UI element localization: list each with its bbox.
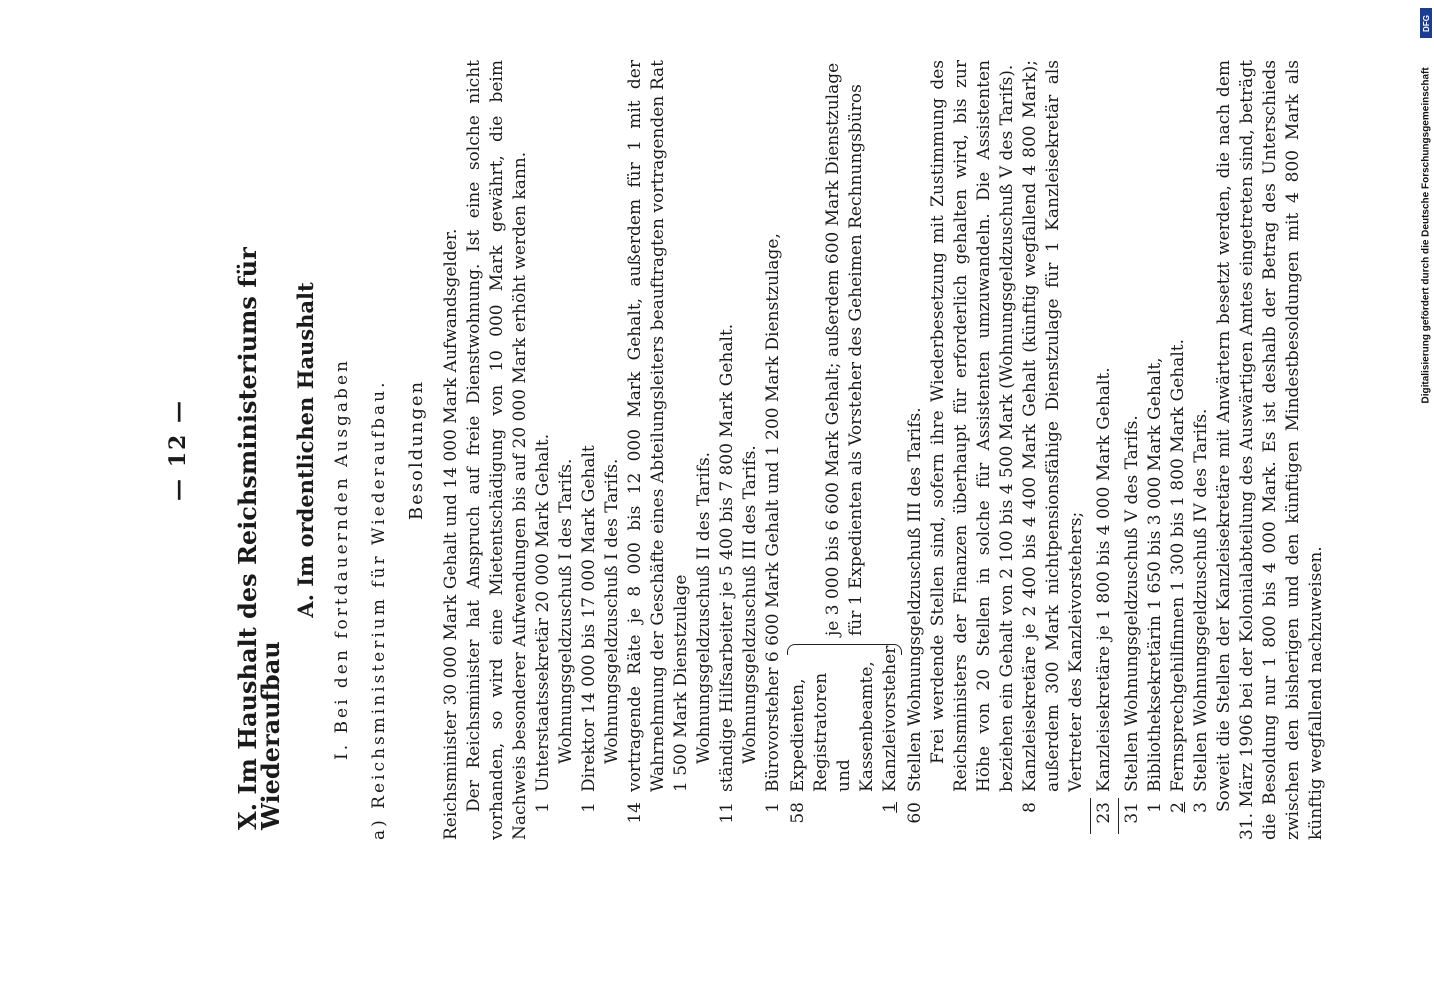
besoldungen-heading: Besoldungen	[406, 379, 427, 521]
entry-count: 1	[1145, 802, 1165, 813]
entry-count: 2	[1168, 802, 1188, 813]
entry-subtext: Wohnungsgeldzuschuß I des Tarifs.	[556, 458, 576, 764]
entry-subtext: Wohnungsgeldzuschuß I des Tarifs.	[602, 458, 622, 764]
entry-text: vortragende Räte je 8 000 bis 12 000 Mark Gehalt, außerdem für 1 mit der Wahrnehmung der Geschäfte eines Abteilungsleiters beauftragten vortragenden Rat 1 500 Mark Dienstzulage	[625, 60, 691, 792]
entry-row	[787, 655, 879, 840]
entry-text: Expedienten, Registratoren und Kassenbeamte,	[788, 661, 877, 792]
document-page	[67, 0, 1326, 1000]
entry-row	[1190, 60, 1213, 840]
entry-text: Kanzleisekretäre je 2 400 bis 4 400 Mark Gehalt (künftig wegfallend 4 800 Mark); außerdem 300 Mark nichtpensionsfähige Dienstzulage für 1 Kanzleisekretär als Vertreter des Kanzleivorstehers;	[1020, 60, 1086, 792]
entry-count: 58	[788, 802, 808, 824]
page-content	[167, 60, 1328, 840]
entry-row	[1093, 60, 1116, 840]
entry-subtext: Wohnungsgeldzuschuß II des Tarifs.	[694, 451, 714, 764]
entry-text: Bürovorsteher 6 600 Mark Gehalt und 1 200 Mark Dienstzulage,	[763, 233, 783, 792]
subsection-a-heading: a) Reichsministerium für Wiederaufbau.	[369, 379, 389, 840]
entry-row	[1167, 60, 1190, 840]
entry-row	[1019, 60, 1088, 840]
group-description: je 3 000 bis 6 600 Mark Gehalt; außerdem 600 Mark Dienstzulage für 1 Expedienten als Vorsteher des Geheimen Rechnungsbüros	[822, 62, 866, 636]
entry-text: Stellen Wohnungsgeldzuschuß IV des Tarifs.	[1191, 408, 1211, 792]
curly-brace	[787, 644, 902, 655]
entry-text: Kanzleivorsteher	[880, 645, 900, 792]
entry-text: Stellen Wohnungsgeldzuschuß III des Tarifs.	[905, 407, 925, 792]
entry-count: 1	[763, 802, 783, 813]
entry-row	[904, 60, 1019, 840]
entry-row	[762, 60, 785, 840]
entry-row	[624, 60, 716, 840]
entry-subtext: Wohnungsgeldzuschuß III des Tarifs.	[740, 445, 760, 764]
entry-count: 1	[533, 802, 553, 813]
braced-group	[787, 60, 902, 840]
entry-text: Stellen Wohnungsgeldzuschuß V des Tarifs.	[1122, 415, 1142, 792]
dfg-logo-text: DFG	[1421, 14, 1431, 32]
entry-text: Direktor 14 000 bis 17 000 Mark Gehalt	[579, 445, 599, 792]
section-a-heading: A. Im ordentlichen Haushalt	[293, 282, 318, 618]
entry-row	[578, 60, 624, 840]
sum-rule	[1118, 798, 1119, 834]
page-title: X. Im Haushalt des Reichsministeriums für Wiederaufbau	[233, 247, 285, 830]
funding-note-text: Digitalisierung gefördert durch die Deutsche Forschungsgemeinschaft	[1420, 67, 1432, 404]
entry-count: 8	[1020, 802, 1040, 813]
entry-count: 14	[625, 802, 645, 824]
entry-row	[532, 60, 578, 840]
dfg-logo	[1420, 8, 1432, 38]
entry-text: Kanzleisekretäre je 1 800 bis 4 000 Mark Gehalt.	[1094, 367, 1114, 792]
entry-row	[1121, 60, 1144, 840]
entry-note: Frei werdende Stellen sind, sofern ihre Wiederbesetzung mit Zustimmung des Reichsministers der Finanzen überhaupt für erforderlich gehalten wird, bis zur Höhe von 20 Stellen in solche für Assistenten umzuwandeln. Die Assistenten beziehen ein Gehalt von 2 100 bis 4 500 Mark (Wohnungsgeldzuschuß V des Tarifs).	[928, 60, 1017, 792]
entry-text: Unterstaatssekretär 20 000 Mark Gehalt.	[533, 433, 553, 792]
page-number: — 12 —	[165, 399, 191, 501]
entry-count: 11	[717, 802, 737, 824]
entry-count: 1	[579, 802, 599, 813]
sum-rule	[1090, 798, 1091, 834]
closing-paragraph: Soweit die Stellen der Kanzleisekretäre mit Anwärtern besetzt werden, die nach dem 31. März 1906 bei der Kolonialabteilung des Auswärtigen Amtes eingetreten sind, beträgt die Besoldung nur 1 800 bis 4 000 Mark. Es ist deshalb der Betrag des Unterschieds zwischen den bisherigen und den künftigen Mindestbesoldungen mit 4 800 Mark als künftig wegfallend nachzuweisen.	[1214, 60, 1326, 840]
entry-row	[1144, 60, 1167, 840]
entry-count: 3	[1191, 802, 1211, 813]
section-i-heading: I. Bei den fortdauernden Ausgaben	[332, 358, 352, 760]
entry-count: 1	[880, 802, 900, 813]
entry-text: ständige Hilfsarbeiter je 5 400 bis 7 800 Mark Gehalt.	[717, 323, 737, 792]
funding-note	[1418, 0, 1434, 1000]
entry-row	[716, 60, 762, 840]
entry-count: 31	[1122, 802, 1142, 824]
entry-text: Bibliotheksekretärin 1 650 bis 3 000 Mark Gehalt,	[1145, 357, 1165, 792]
residence-paragraph: Der Reichsminister hat Anspruch auf freie Dienstwohnung. Ist eine solche nicht vorhanden, so wird eine Mietentschädigung von 10 000 Mark gewährt, die beim Nachweis besonderer Aufwendungen bis auf 20 000 Mark erhöht werden kann.	[464, 60, 530, 840]
entry-count: 60	[905, 802, 925, 824]
entry-row	[879, 645, 902, 840]
minister-salary-text: Reichsminister 30 000 Mark Gehalt und 14 000 Mark Aufwandsgelder.	[441, 228, 461, 840]
entry-count: 23	[1094, 802, 1114, 824]
entry-text: Fernsprechgehilfinnen 1 300 bis 1 800 Mark Gehalt.	[1168, 338, 1188, 792]
